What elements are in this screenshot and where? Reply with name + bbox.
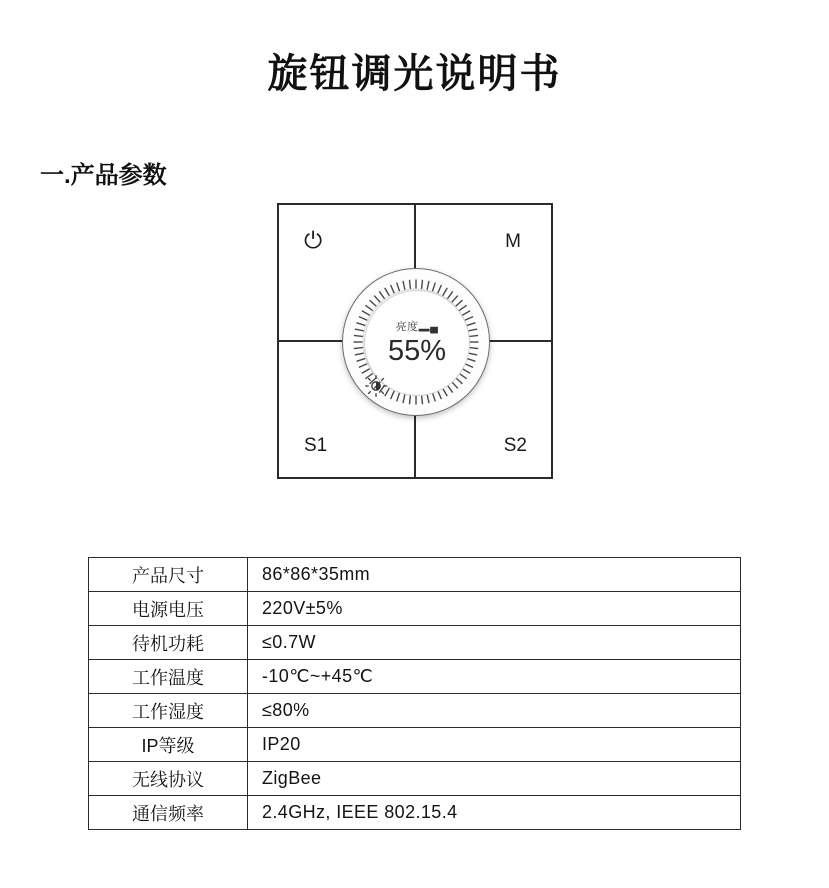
brightness-icon-svg [365,375,387,397]
spec-key: 待机功耗 [89,626,248,660]
power-icon: ⏻ [304,227,323,253]
rotary-knob [342,268,490,416]
spec-key: 工作湿度 [89,694,248,728]
button-label-s2: S2 [503,435,527,456]
spec-key: 通信频率 [89,796,248,830]
button-label-s1: S1 [304,435,328,456]
table-row [89,558,741,592]
specification-table [88,557,741,830]
spec-value: 220V±5% [248,592,741,626]
table-row [89,728,741,762]
spec-value: IP20 [248,728,741,762]
spec-value: ≤80% [248,694,741,728]
table-row [89,626,741,660]
table-row [89,762,741,796]
spec-key: 电源电压 [89,592,248,626]
knob-mode-text: 亮度 [395,321,419,333]
spec-value: ≤0.7W [248,626,741,660]
table-row [89,796,741,830]
table-row [89,660,741,694]
section-heading-product-parameters: 一.产品参数 [40,162,167,189]
spec-key: 产品尺寸 [89,558,248,592]
button-label-m: M [505,231,521,252]
table-row [89,592,741,626]
spec-value: 2.4GHz, IEEE 802.15.4 [248,796,741,830]
spec-key: 无线协议 [89,762,248,796]
spec-table-body [89,558,741,830]
device-illustration [277,203,553,479]
spec-value: -10℃~+45℃ [248,660,741,694]
spec-key: 工作温度 [89,660,248,694]
knob-mode-label [365,318,469,334]
spec-value: 86*86*35mm [248,558,741,592]
knob-display-face [364,290,470,396]
knob-brightness-value: 55% [387,335,447,367]
spec-value: ZigBee [248,762,741,796]
page-title: 旋钮调光说明书 [267,52,562,96]
signal-bars-icon: ▂▄ [418,321,439,333]
spec-key: IP等级 [89,728,248,762]
table-row [89,694,741,728]
